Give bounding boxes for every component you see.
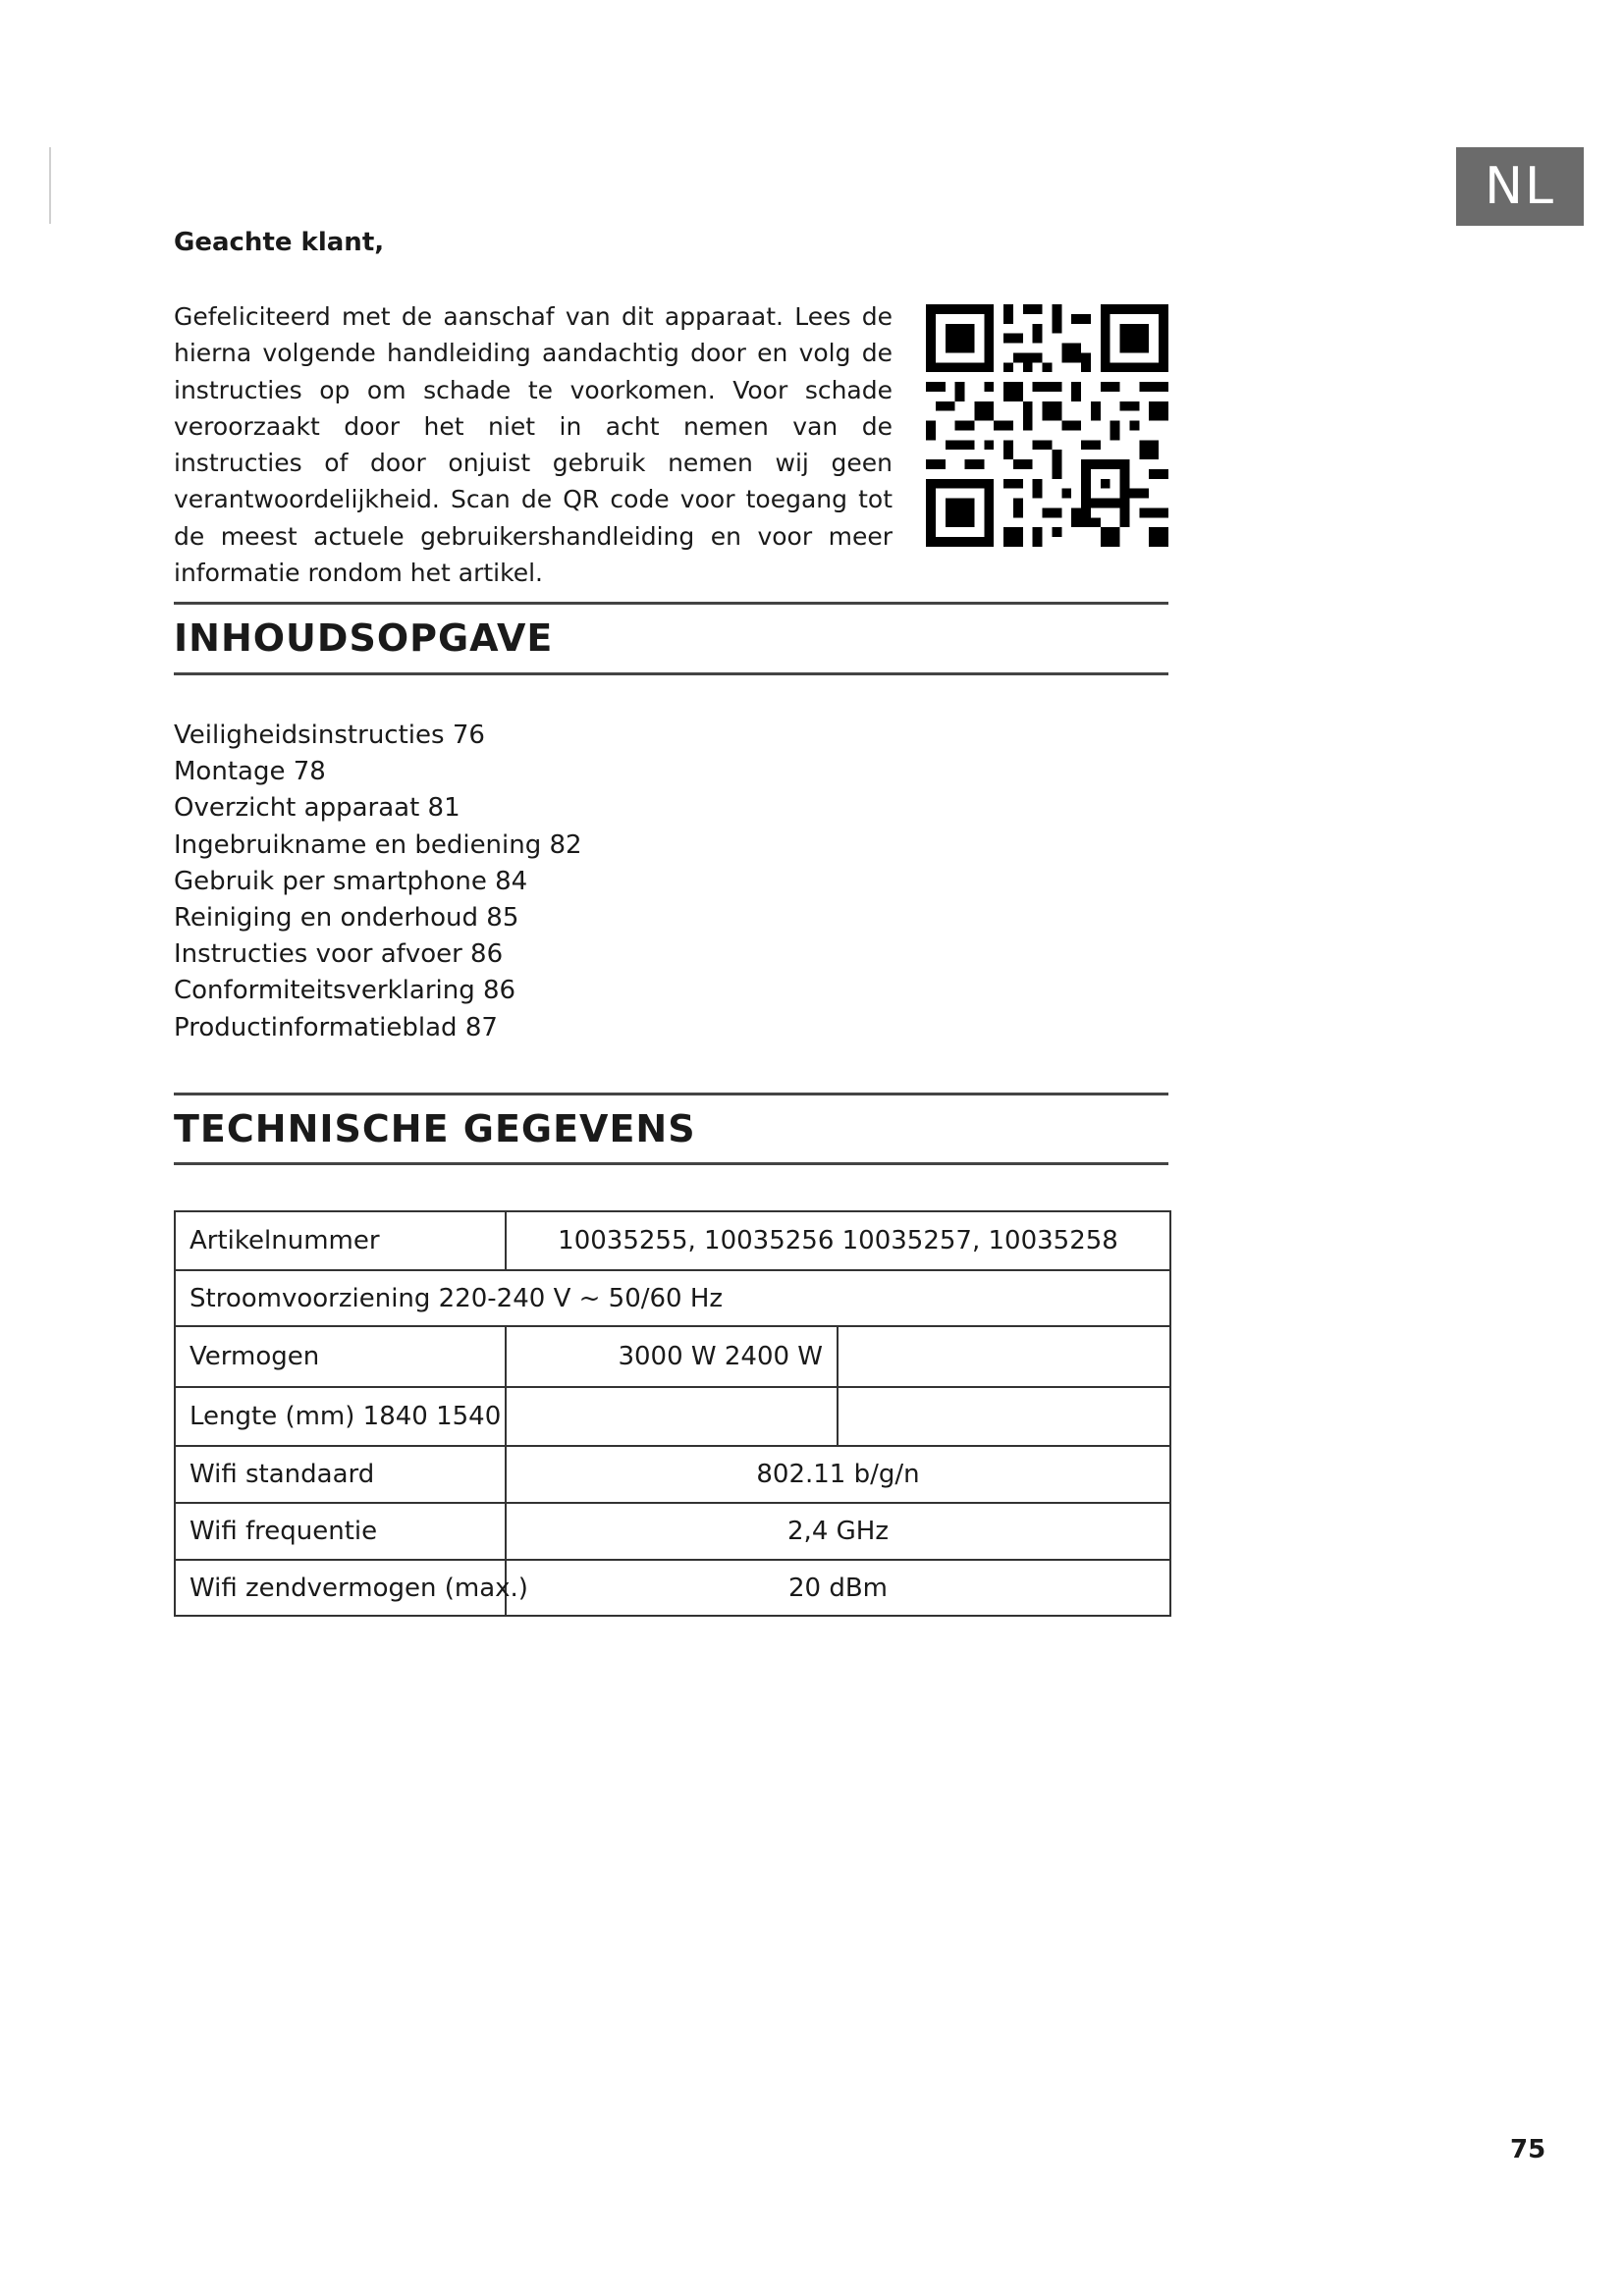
- wattage-value: 3000 W 2400 W: [506, 1326, 838, 1387]
- toc-item: Montage 78: [174, 757, 326, 787]
- article-label: Artikelnummer: [175, 1211, 506, 1270]
- toc-list: [174, 718, 582, 1046]
- toc-item: Instructies voor afvoer 86: [174, 939, 504, 970]
- toc-item: Reiniging en onderhoud 85: [174, 903, 519, 934]
- table-row: [175, 1503, 1170, 1560]
- length-cell: Lengte (mm) 1840 1540: [175, 1387, 506, 1446]
- empty-cell: [838, 1387, 1170, 1446]
- tech-top-rule: [174, 1093, 1168, 1095]
- toc-item: Ingebruikname en bediening 82: [174, 829, 582, 860]
- page-number: 75: [1510, 2135, 1546, 2164]
- toc-item: Gebruik per smartphone 84: [174, 866, 528, 896]
- table-row: [175, 1270, 1170, 1326]
- empty-cell: [838, 1326, 1170, 1387]
- table-row: [175, 1560, 1170, 1616]
- qr-code: [926, 304, 1168, 547]
- table-row: [175, 1326, 1170, 1387]
- article-value: 10035255, 10035256 10035257, 10035258: [506, 1211, 1170, 1270]
- empty-cell: [506, 1387, 838, 1446]
- tech-title: TECHNISCHE GEGEVENS: [174, 1107, 696, 1150]
- intro-paragraph: Gefeliciteerd met de aanschaf van dit apparaat. Lees de hierna volgende handleiding aandachtig door en volg de instructies op om schade te voorkomen. Voor schade veroorzaakt door het niet in acht nemen van de instructies of door onjuist gebruik nemen wij geen verantwoordelijkheid. Scan de QR code voor toegang tot de meest actuele gebruikershandleiding en voor meer informatie rondom het artikel.: [174, 302, 893, 588]
- wifi-standard-value: 802.11 b/g/n: [506, 1446, 1170, 1503]
- toc-bottom-rule: [174, 672, 1168, 675]
- toc-item: Overzicht apparaat 81: [174, 793, 460, 824]
- toc-top-rule: [174, 602, 1168, 605]
- table-row: [175, 1387, 1170, 1446]
- wifi-standard-label: Wifi standaard: [175, 1446, 506, 1503]
- tech-bottom-rule: [174, 1162, 1168, 1165]
- toc-item: Veiligheidsinstructies 76: [174, 721, 485, 750]
- power-supply: Stroomvoorziening 220-240 V ~ 50/60 Hz: [175, 1270, 1170, 1326]
- wifi-frequency-label: Wifi frequentie: [175, 1503, 506, 1560]
- toc-item: Conformiteitsverklaring 86: [174, 976, 516, 1006]
- wattage-label: Vermogen: [175, 1326, 506, 1387]
- table-row: [175, 1211, 1170, 1270]
- toc-item: Productinformatieblad 87: [174, 1012, 498, 1042]
- table-row: [175, 1446, 1170, 1503]
- wifi-power-label: Wifi zendvermogen (max.): [175, 1560, 506, 1616]
- greeting: Geachte klant,: [174, 228, 385, 257]
- wifi-frequency-value: 2,4 GHz: [506, 1503, 1170, 1560]
- tech-table: [174, 1210, 1171, 1617]
- toc-title: INHOUDSOPGAVE: [174, 616, 554, 660]
- language-badge: NL: [1456, 147, 1584, 226]
- margin-line: [49, 147, 51, 224]
- wifi-power-value: 20 dBm: [506, 1560, 1170, 1616]
